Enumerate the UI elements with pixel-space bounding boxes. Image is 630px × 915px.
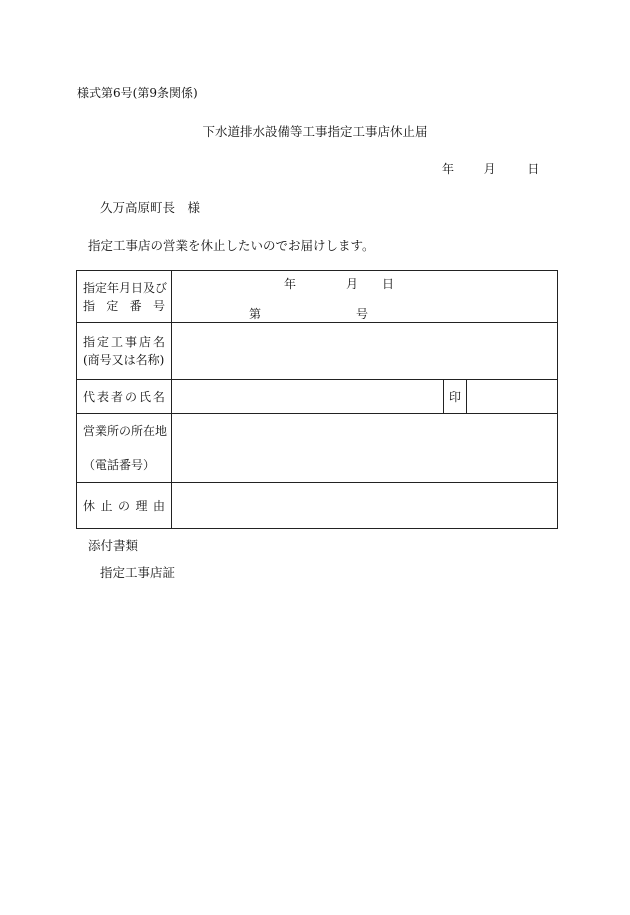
label-line1: 指定工事店名 bbox=[83, 335, 168, 349]
label-designation-date-number bbox=[77, 271, 172, 323]
suspension-form-table bbox=[76, 270, 558, 529]
label-char: 由 bbox=[152, 498, 165, 513]
label-line2: （電話番号） bbox=[83, 458, 156, 472]
attachment-item: 指定工事店証 bbox=[100, 565, 176, 580]
label-line1 bbox=[83, 497, 165, 515]
label-char: 号 bbox=[152, 298, 165, 313]
designation-number-suffix: 号 bbox=[356, 307, 369, 321]
date-day-label: 日 bbox=[527, 162, 540, 176]
row-store-name bbox=[77, 323, 558, 380]
label-char: の bbox=[124, 389, 137, 404]
label-char: 者 bbox=[110, 389, 123, 404]
label-char: 止 bbox=[100, 498, 113, 513]
date-month-label: 月 bbox=[483, 162, 496, 176]
label-line1: 指定年月日及び bbox=[83, 280, 168, 295]
label-char: 定 bbox=[106, 298, 119, 313]
row-office-address bbox=[77, 414, 558, 483]
label-line2 bbox=[83, 297, 165, 315]
representative-name-field[interactable] bbox=[172, 380, 444, 414]
label-char: 氏 bbox=[138, 389, 151, 404]
date-year-label: 年 bbox=[442, 162, 455, 176]
label-char: 代 bbox=[83, 389, 96, 404]
label-line2: (商号又は名称) bbox=[83, 353, 165, 367]
label-char: 番 bbox=[129, 298, 142, 313]
document-title: 下水道排水設備等工事指定工事店休止届 bbox=[202, 124, 428, 139]
attachments-title: 添付書類 bbox=[88, 538, 139, 553]
label-representative bbox=[77, 380, 172, 414]
form-number: 様式第6号(第9条関係) bbox=[77, 86, 198, 100]
label-char: の bbox=[117, 498, 130, 513]
row-designation-date-number bbox=[77, 271, 558, 323]
row-representative bbox=[77, 380, 558, 414]
label-suspension-reason bbox=[77, 483, 172, 529]
designation-number-prefix: 第 bbox=[249, 307, 262, 321]
seal-field[interactable] bbox=[467, 380, 558, 414]
label-store-name bbox=[77, 323, 172, 380]
recipient: 久万高原町長 様 bbox=[100, 200, 201, 215]
designation-date-number-field[interactable] bbox=[172, 271, 558, 323]
designation-year-label: 年 bbox=[284, 277, 297, 291]
designation-month-label: 月 bbox=[346, 277, 359, 291]
label-char: 名 bbox=[152, 389, 165, 404]
designation-day-label: 日 bbox=[382, 277, 395, 291]
label-char: 指 bbox=[83, 298, 96, 313]
notice-text: 指定工事店の営業を休止したいのでお届けします。 bbox=[88, 238, 375, 253]
row-suspension-reason bbox=[77, 483, 558, 529]
office-address-field[interactable] bbox=[172, 414, 558, 483]
label-office-address bbox=[77, 414, 172, 483]
suspension-reason-field[interactable] bbox=[172, 483, 558, 529]
label-line1 bbox=[83, 388, 165, 406]
label-char: 表 bbox=[96, 389, 109, 404]
date-line bbox=[442, 160, 539, 177]
label-line1: 営業所の所在地 bbox=[83, 424, 168, 438]
seal-mark: 印 bbox=[444, 380, 467, 414]
store-name-field[interactable] bbox=[172, 323, 558, 380]
label-char: 理 bbox=[135, 498, 148, 513]
label-char: 休 bbox=[83, 498, 96, 513]
